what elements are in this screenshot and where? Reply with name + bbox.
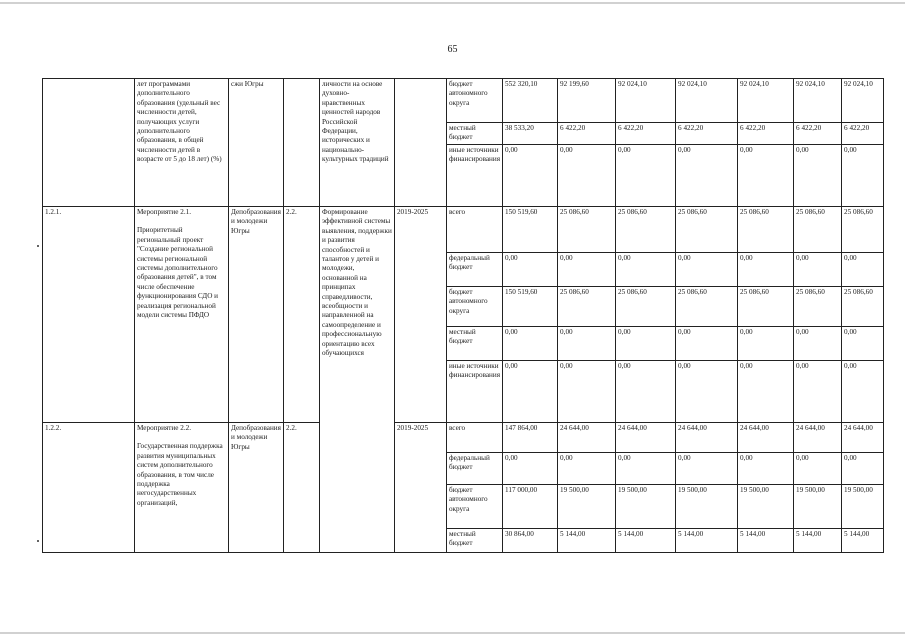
goal-description-cell: личности на основе духовно-нравственных ценностей народов Российской Федерации, исторических и национально-культурных традиций (319, 79, 394, 207)
amount-cell: 0,00 (794, 327, 842, 361)
task-number-cell (283, 79, 319, 207)
funding-source-cell: федеральный бюджет (446, 253, 502, 287)
amount-cell: 0,00 (616, 327, 676, 361)
amount-cell: 19 500,00 (842, 485, 884, 529)
amount-cell: 92 199,60 (558, 79, 616, 123)
amount-cell: 5 144,00 (558, 529, 616, 553)
amount-cell: 5 144,00 (616, 529, 676, 553)
funding-source-cell: бюджет автономного округа (446, 79, 502, 123)
amount-cell: 0,00 (558, 361, 616, 423)
amount-cell: 6 422,20 (616, 123, 676, 145)
amount-cell: 24 644,00 (616, 423, 676, 453)
funding-source-cell: местный бюджет (446, 529, 502, 553)
amount-cell: 19 500,00 (738, 485, 794, 529)
amount-cell: 0,00 (842, 145, 884, 207)
amount-cell: 0,00 (738, 253, 794, 287)
responsible-cell: Депобразования и молодежи Югры (229, 423, 284, 553)
amount-cell: 19 500,00 (794, 485, 842, 529)
funding-source-cell: иные источники финансирования (446, 361, 502, 423)
amount-cell: 25 086,60 (738, 287, 794, 327)
event-description: Приоритетный региональный проект "Создание региональной системы региональной системы дополнительного образования детей", в том числе обеспечение функционирования СДО и реализация региональной модели системы ПФДО (137, 226, 219, 320)
amount-cell: 30 864,00 (503, 529, 558, 553)
amount-cell: 25 086,60 (558, 287, 616, 327)
amount-cell: 150 519,60 (503, 287, 558, 327)
amount-cell: 0,00 (558, 145, 616, 207)
table-row (43, 79, 884, 123)
amount-cell: 92 024,10 (738, 79, 794, 123)
funding-source-cell: иные источники финансирования (446, 145, 502, 207)
amount-cell: 5 144,00 (794, 529, 842, 553)
period-cell (394, 79, 446, 207)
event-name-cell: лет программами дополнительного образования (удельный вес численности детей, получающих услуги дополнительного образования, в общей численности детей в возрасте от 5 до 18 лет) (%) (135, 79, 229, 207)
amount-cell: 25 086,60 (794, 207, 842, 253)
funding-source-cell: бюджет автономного округа (446, 485, 502, 529)
amount-cell: 0,00 (503, 453, 558, 485)
amount-cell: 24 644,00 (676, 423, 738, 453)
amount-cell: 0,00 (616, 453, 676, 485)
amount-cell: 0,00 (794, 145, 842, 207)
amount-cell: 5 144,00 (842, 529, 884, 553)
amount-cell: 0,00 (616, 361, 676, 423)
amount-cell: 5 144,00 (676, 529, 738, 553)
amount-cell: 6 422,20 (794, 123, 842, 145)
amount-cell: 150 519,60 (503, 207, 558, 253)
amount-cell: 25 086,60 (616, 207, 676, 253)
task-number-cell: 2.2. (283, 423, 319, 553)
amount-cell: 0,00 (794, 361, 842, 423)
program-table (42, 78, 884, 553)
funding-source-cell: местный бюджет (446, 327, 502, 361)
responsible-cell: Депобразования и молодежи Югры (229, 207, 284, 423)
amount-cell: 0,00 (842, 361, 884, 423)
amount-cell: 19 500,00 (676, 485, 738, 529)
row-number-cell (43, 79, 135, 207)
scan-edge-bottom (0, 632, 905, 634)
amount-cell: 0,00 (794, 453, 842, 485)
table-row (43, 423, 884, 453)
funding-source-cell: всего (446, 423, 502, 453)
amount-cell: 5 144,00 (738, 529, 794, 553)
event-name-cell (135, 207, 229, 423)
amount-cell: 0,00 (842, 327, 884, 361)
event-name-cell (135, 423, 229, 553)
amount-cell: 0,00 (738, 453, 794, 485)
amount-cell: 6 422,20 (842, 123, 884, 145)
amount-cell: 38 533,20 (503, 123, 558, 145)
amount-cell: 24 644,00 (842, 423, 884, 453)
amount-cell: 25 086,60 (842, 207, 884, 253)
funding-source-cell: местный бюджет (446, 123, 502, 145)
amount-cell: 0,00 (738, 361, 794, 423)
amount-cell: 24 644,00 (738, 423, 794, 453)
amount-cell: 0,00 (676, 145, 738, 207)
amount-cell: 0,00 (558, 327, 616, 361)
amount-cell: 0,00 (616, 145, 676, 207)
amount-cell: 0,00 (503, 145, 558, 207)
amount-cell: 25 086,60 (676, 287, 738, 327)
task-number-cell: 2.2. (283, 207, 319, 423)
amount-cell: 0,00 (503, 327, 558, 361)
amount-cell: 0,00 (738, 327, 794, 361)
scan-speck (37, 245, 39, 247)
amount-cell: 6 422,20 (738, 123, 794, 145)
amount-cell: 0,00 (616, 253, 676, 287)
amount-cell: 6 422,20 (676, 123, 738, 145)
page-number: 65 (447, 44, 458, 55)
amount-cell: 92 024,10 (676, 79, 738, 123)
amount-cell: 92 024,10 (616, 79, 676, 123)
goal-description-cell: Формирование эффективной системы выявления, поддержки и развития способностей и талантов у детей и молодежи, основанной на принципах справедливости, всеобщности и направленной на самоопределение и профессиональную ориентацию всех обучающихся (319, 207, 394, 553)
amount-cell: 0,00 (794, 253, 842, 287)
event-description: Государственная поддержка развития муниципальных систем дополнительного образования, в том числе поддержка негосударственных организаций, (137, 442, 223, 507)
amount-cell: 0,00 (676, 327, 738, 361)
amount-cell: 19 500,00 (616, 485, 676, 529)
row-number-cell: 1.2.1. (43, 207, 135, 423)
amount-cell: 0,00 (676, 253, 738, 287)
amount-cell: 25 086,60 (558, 207, 616, 253)
amount-cell: 0,00 (842, 253, 884, 287)
amount-cell: 0,00 (676, 453, 738, 485)
amount-cell: 0,00 (842, 453, 884, 485)
amount-cell: 0,00 (676, 361, 738, 423)
amount-cell: 92 024,10 (794, 79, 842, 123)
amount-cell: 147 864,00 (503, 423, 558, 453)
amount-cell: 24 644,00 (794, 423, 842, 453)
amount-cell: 0,00 (503, 361, 558, 423)
event-title: Мероприятие 2.1. (137, 208, 192, 216)
event-title: Мероприятие 2.2. (137, 424, 192, 432)
amount-cell: 0,00 (738, 145, 794, 207)
amount-cell: 19 500,00 (558, 485, 616, 529)
funding-source-cell: бюджет автономного округа (446, 287, 502, 327)
funding-source-cell: федеральный бюджет (446, 453, 502, 485)
amount-cell: 0,00 (558, 453, 616, 485)
amount-cell: 552 320,10 (503, 79, 558, 123)
row-number-cell: 1.2.2. (43, 423, 135, 553)
amount-cell: 25 086,60 (616, 287, 676, 327)
amount-cell: 117 000,00 (503, 485, 558, 529)
amount-cell: 25 086,60 (676, 207, 738, 253)
amount-cell: 92 024,10 (842, 79, 884, 123)
funding-source-cell: всего (446, 207, 502, 253)
amount-cell: 25 086,60 (738, 207, 794, 253)
responsible-cell: сжи Югры (229, 79, 284, 207)
amount-cell: 6 422,20 (558, 123, 616, 145)
amount-cell: 24 644,00 (558, 423, 616, 453)
scan-edge-top (0, 2, 905, 4)
table-row (43, 207, 884, 253)
amount-cell: 0,00 (558, 253, 616, 287)
amount-cell: 25 086,60 (842, 287, 884, 327)
scan-speck (37, 540, 39, 542)
amount-cell: 25 086,60 (794, 287, 842, 327)
amount-cell: 0,00 (503, 253, 558, 287)
period-cell: 2019-2025 (394, 423, 446, 553)
period-cell: 2019-2025 (394, 207, 446, 423)
